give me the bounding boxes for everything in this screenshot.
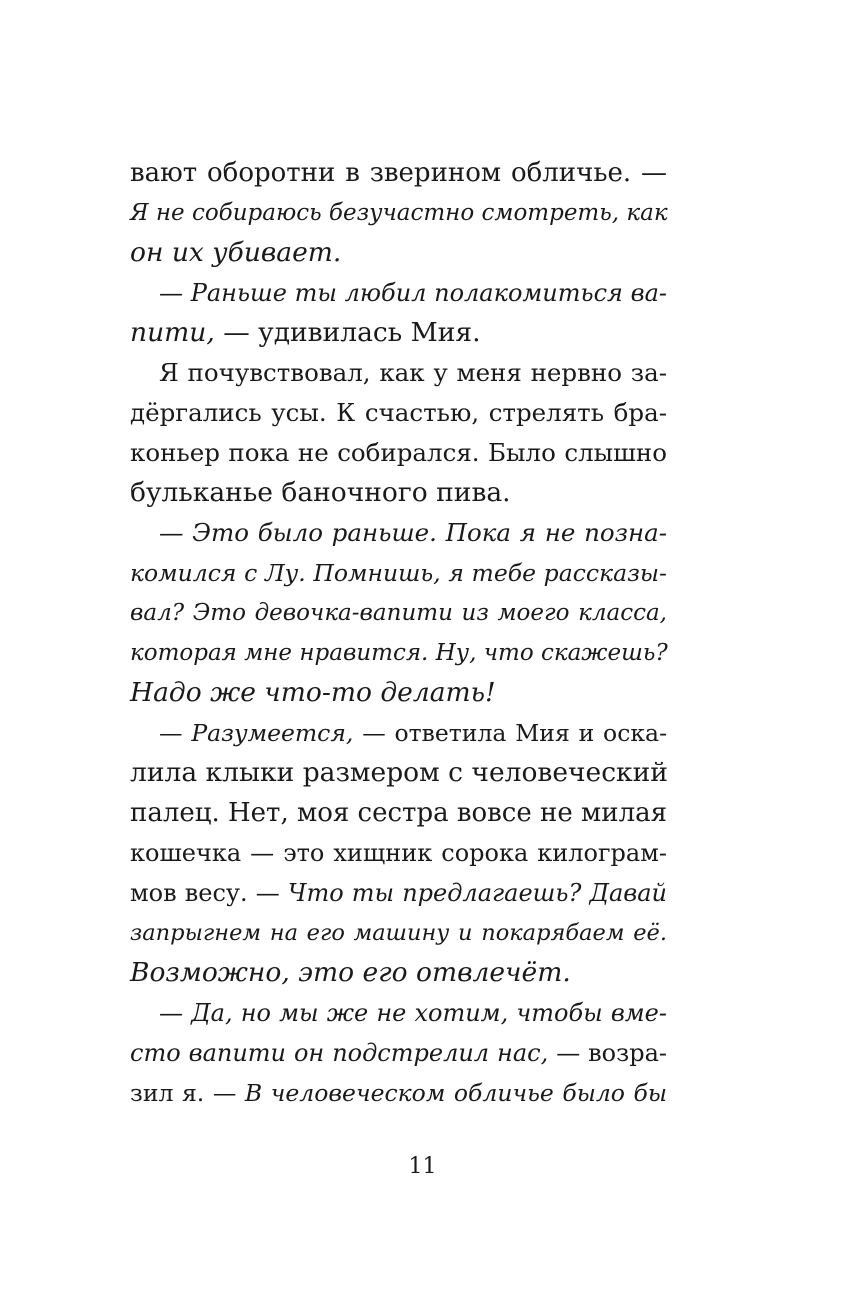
text-line [130, 793, 667, 833]
text-segment: зил я. — [130, 1079, 245, 1107]
text-segment: Я почувствовал, как у меня нервно за- [159, 358, 667, 387]
text-segment: бульканье баночного пива. [130, 477, 511, 508]
text-segment: — удивилась Мия. [214, 317, 481, 348]
text-segment: — ответила Мия и оска- [353, 719, 668, 747]
italic-text-segment: — Да, но мы же не хотим, чтобы вме- [159, 999, 667, 1027]
text-line [130, 993, 667, 1033]
italic-text-segment: — Разумеется, [159, 719, 354, 747]
text-segment: кошечка — это хищник сорока килограм- [130, 839, 667, 867]
book-page-text [130, 153, 667, 1113]
text-line [130, 1033, 667, 1073]
text-line [130, 353, 667, 393]
text-line [130, 873, 667, 913]
text-segment: палец. Нет, моя сестра вовсе не милая [130, 798, 667, 828]
text-line [130, 913, 667, 953]
text-line [130, 1073, 667, 1113]
text-line [130, 473, 667, 513]
italic-text-segment: — Это было раньше. Пока я не позна- [159, 518, 667, 547]
text-line [130, 153, 667, 193]
italic-text-segment: — Раньше ты любил полакомиться ва- [159, 279, 667, 307]
italic-text-segment: вал? Это девочка-вапити из моего класса, [130, 600, 667, 626]
text-segment: мов весу. — [130, 879, 288, 907]
text-line [130, 673, 667, 713]
text-segment: дёргались усы. К счастью, стрелять бра- [130, 398, 667, 427]
text-line [130, 513, 667, 553]
text-line [130, 833, 667, 873]
text-line [130, 753, 667, 793]
text-line [130, 393, 667, 433]
italic-text-segment: Я не собираюсь безучастно смотреть, как [130, 200, 668, 226]
text-line [130, 713, 667, 753]
page-number: 11 [408, 1154, 437, 1179]
text-segment: лила клыки размером с человеческий [130, 757, 668, 788]
italic-text-segment: он их убивает. [130, 237, 342, 268]
text-segment: — возра- [548, 1039, 668, 1067]
italic-text-segment: пити, [130, 317, 215, 348]
italic-text-segment: комился с Лу. Помнишь, я тебе рассказы- [130, 559, 667, 587]
italic-text-segment: В человеческом обличье было бы [244, 1079, 667, 1107]
italic-text-segment: которая мне нравится. Ну, что скажешь? [130, 640, 668, 666]
text-line [130, 313, 667, 353]
text-line [130, 433, 667, 473]
italic-text-segment: запрыгнем на его машину и покарябаем её. [130, 920, 667, 946]
text-line [130, 633, 667, 673]
text-line [130, 233, 667, 273]
text-segment: коньер пока не собирался. Было слышно [130, 438, 667, 467]
text-line [130, 553, 667, 593]
italic-text-segment: Возможно, это его отвлечёт. [130, 957, 571, 988]
italic-text-segment: Что ты предлагаешь? Давай [287, 879, 667, 907]
text-line [130, 193, 667, 233]
italic-text-segment: сто вапити он подстрелил нас, [130, 1039, 549, 1067]
italic-text-segment: Надо же что-то делать! [130, 677, 496, 708]
text-line [130, 273, 667, 313]
text-line [130, 953, 667, 993]
text-line [130, 593, 667, 633]
text-segment: вают оборотни в зверином обличье. — [130, 158, 667, 188]
